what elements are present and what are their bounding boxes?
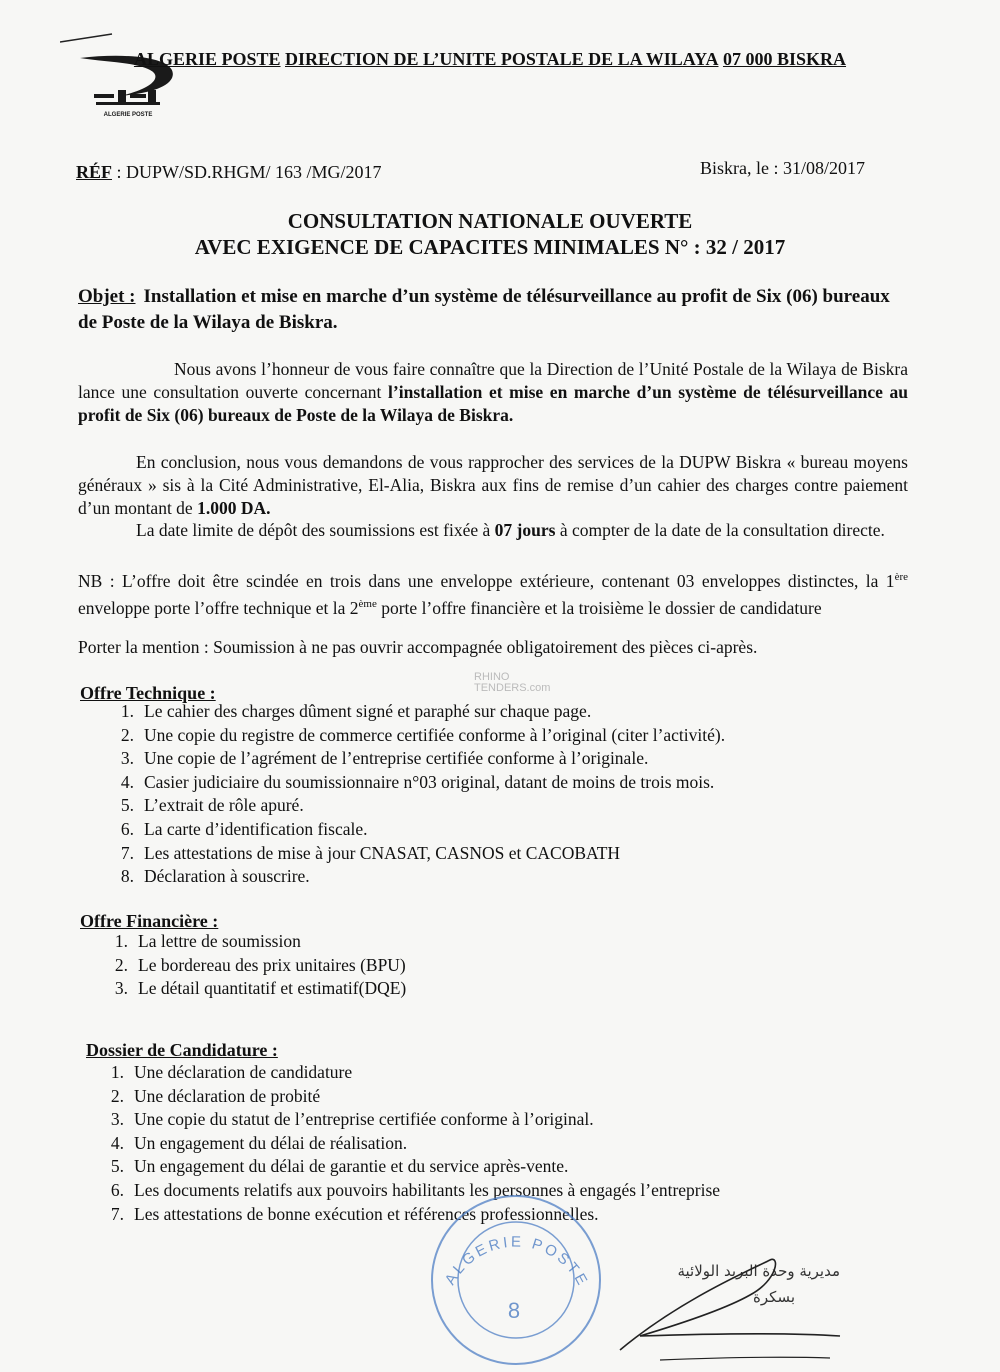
svg-text:8: 8: [507, 1298, 521, 1323]
offre-technique-item: [106, 865, 725, 889]
list-item-text: Une copie de l’agrément de l’entreprise certifiée conforme à l’originale.: [144, 748, 649, 769]
list-item-text: Le cahier des charges dûment signé et paraphé sur chaque page.: [144, 701, 592, 721]
offre-technique-list: [106, 700, 725, 889]
offre-financiere-item: [100, 930, 406, 954]
objet-section: [78, 284, 908, 336]
dossier-candidature-item: [96, 1108, 720, 1132]
offre-financiere-item: [100, 954, 406, 978]
header-line-3: 07 000 BISKRA: [722, 49, 847, 69]
list-item-text: Un engagement du délai de réalisation.: [134, 1132, 408, 1153]
list-item-number: 1.: [110, 1062, 124, 1082]
offre-technique-item: [106, 818, 725, 842]
list-item-number: 6.: [120, 818, 134, 839]
list-item-text: Casier judiciaire du soumissionnaire n°03 original, datant de moins de trois mois.: [144, 771, 715, 792]
dossier-candidature-item: [96, 1155, 720, 1179]
list-item-text: Les documents relatifs aux pouvoirs habilitants les personnes à engagés l’entreprise: [134, 1179, 721, 1200]
offre-technique-item: [106, 842, 725, 866]
list-item-number: 5.: [120, 795, 134, 816]
nb-paragraph: NB : L’offre doit être scindée en trois dans une enveloppe extérieure, contenant 03 enveloppes distinctes, la 1ère enveloppe porte l’offre technique et la 2ème porte l’offre financière et la troisième le dossier de candidature: [78, 570, 908, 618]
list-item-number: 2.: [120, 724, 134, 745]
list-item-text: La carte d’identification fiscale.: [144, 818, 368, 839]
list-item-text: L’extrait de rôle apuré.: [144, 795, 304, 816]
algerie-poste-logo: [60, 30, 200, 125]
offre-financiere-list: [100, 930, 406, 1001]
svg-text:بسكرة: بسكرة: [753, 1288, 795, 1306]
offre-technique-item: [106, 794, 725, 818]
list-item-number: 1.: [120, 701, 134, 721]
date-line: Biskra, le : 31/08/2017: [700, 158, 865, 178]
list-item-text: Une copie du registre de commerce certifiée conforme à l’original (citer l’activité).: [144, 724, 726, 745]
list-item-text: Le bordereau des prix unitaires (BPU): [138, 954, 406, 975]
document-title: [0, 208, 980, 260]
list-item-number: 2.: [114, 954, 128, 975]
list-item-number: 2.: [110, 1085, 124, 1106]
list-item-number: 3.: [120, 748, 134, 769]
mention-line: Porter la mention : Soumission à ne pas ouvrir accompagnée obligatoirement des pièces ci-après.: [78, 637, 758, 657]
list-item-number: 4.: [120, 771, 134, 792]
dossier-candidature-item: [96, 1179, 720, 1203]
reference-line: [76, 162, 382, 183]
list-item-text: Un engagement du délai de garantie et du service après-vente.: [134, 1156, 569, 1177]
list-item-text: Une copie du statut de l’entreprise certifiée conforme à l’original.: [134, 1109, 594, 1130]
list-item-text: Les attestations de mise à jour CNASAT, CASNOS et CACOBATH: [144, 842, 621, 863]
reference-value: : DUPW/SD.RHGM/ 163 /MG/2017: [116, 162, 382, 182]
list-item-number: 8.: [120, 866, 134, 887]
list-item-number: 7.: [120, 842, 134, 863]
title-line-1: CONSULTATION NATIONALE OUVERTE: [287, 209, 693, 233]
list-item-number: 6.: [110, 1179, 124, 1200]
list-item-number: 5.: [110, 1156, 124, 1177]
rhino-tenders-watermark: RHINO TENDERS.com: [474, 671, 551, 694]
official-stamp: [426, 1190, 606, 1370]
offre-technique-item: [106, 771, 725, 795]
svg-text:مديرية وحدة البريد الولائية: مديرية وحدة البريد الولائية: [677, 1262, 840, 1280]
offre-financiere-heading: Offre Financière :: [80, 911, 219, 931]
objet-text: Installation et mise en marche d’un système de télésurveillance au profit de Six (06) bureaux de Poste de la Wilaya de Biskra.: [78, 286, 890, 333]
header-line-1: ALGERIE POSTE: [133, 49, 281, 69]
letterhead: [0, 48, 980, 70]
list-item-text: Une déclaration de probité: [134, 1085, 321, 1106]
reference-label: RÉF: [76, 162, 112, 182]
offre-technique-item: [106, 747, 725, 771]
list-item-number: 1.: [114, 931, 128, 951]
list-item-text: Une déclaration de candidature: [134, 1062, 353, 1082]
title-line-2: AVEC EXIGENCE DE CAPACITES MINIMALES N° : 32 / 2017: [194, 235, 786, 259]
offre-financiere-item: [100, 977, 406, 1001]
list-item-number: 3.: [110, 1109, 124, 1130]
list-item-number: 3.: [114, 978, 128, 999]
dossier-candidature-list: [96, 1061, 720, 1226]
dossier-candidature-item: [96, 1061, 720, 1085]
list-item-number: 7.: [110, 1203, 124, 1224]
list-item-text: Les attestations de bonne exécution et références professionnelles.: [134, 1203, 599, 1224]
list-item-text: Le détail quantitatif et estimatif(DQE): [138, 978, 407, 999]
intro-paragraph: Nous avons l’honneur de vous faire connaître que la Direction de l’Unité Postale de la Wilaya de Biskra lance une consultation ouverte concernant l’installation et mise en marche d’un système de télésurveillance au profit de Six (06) bureaux de Poste de la Wilaya de Biskra.: [78, 359, 908, 425]
dossier-candidature-item: [96, 1132, 720, 1156]
objet-label: Objet :: [78, 286, 136, 307]
offre-technique-item: [106, 700, 725, 724]
signature-block: [600, 1240, 850, 1370]
logo-caption: ALGERIE POSTE: [103, 112, 153, 118]
list-item-text: La lettre de soumission: [138, 931, 301, 951]
deadline-paragraph: La date limite de dépôt des soumissions est fixée à 07 jours à compter de la date de la consultation directe.: [136, 520, 885, 540]
svg-text:ALGERIE POSTE: ALGERIE POSTE: [441, 1233, 592, 1291]
offre-technique-heading: Offre Technique :: [80, 683, 216, 703]
offre-technique-item: [106, 724, 725, 748]
header-line-2: DIRECTION DE L’UNITE POSTALE DE LA WILAYA: [285, 49, 719, 69]
list-item-number: 4.: [110, 1132, 124, 1153]
dossier-candidature-item: [96, 1203, 720, 1227]
dossier-candidature-item: [96, 1085, 720, 1109]
conclusion-paragraph: En conclusion, nous vous demandons de vous rapprocher des services de la DUPW Biskra « bureau moyens généraux » sis à la Cité Administrative, El-Alia, Biskra aux fins de remise d’un cahier des charges contre paiement d’un montant de 1.000 DA.: [78, 452, 908, 518]
list-item-text: Déclaration à souscrire.: [144, 866, 310, 887]
dossier-candidature-heading: Dossier de Candidature :: [86, 1040, 278, 1060]
